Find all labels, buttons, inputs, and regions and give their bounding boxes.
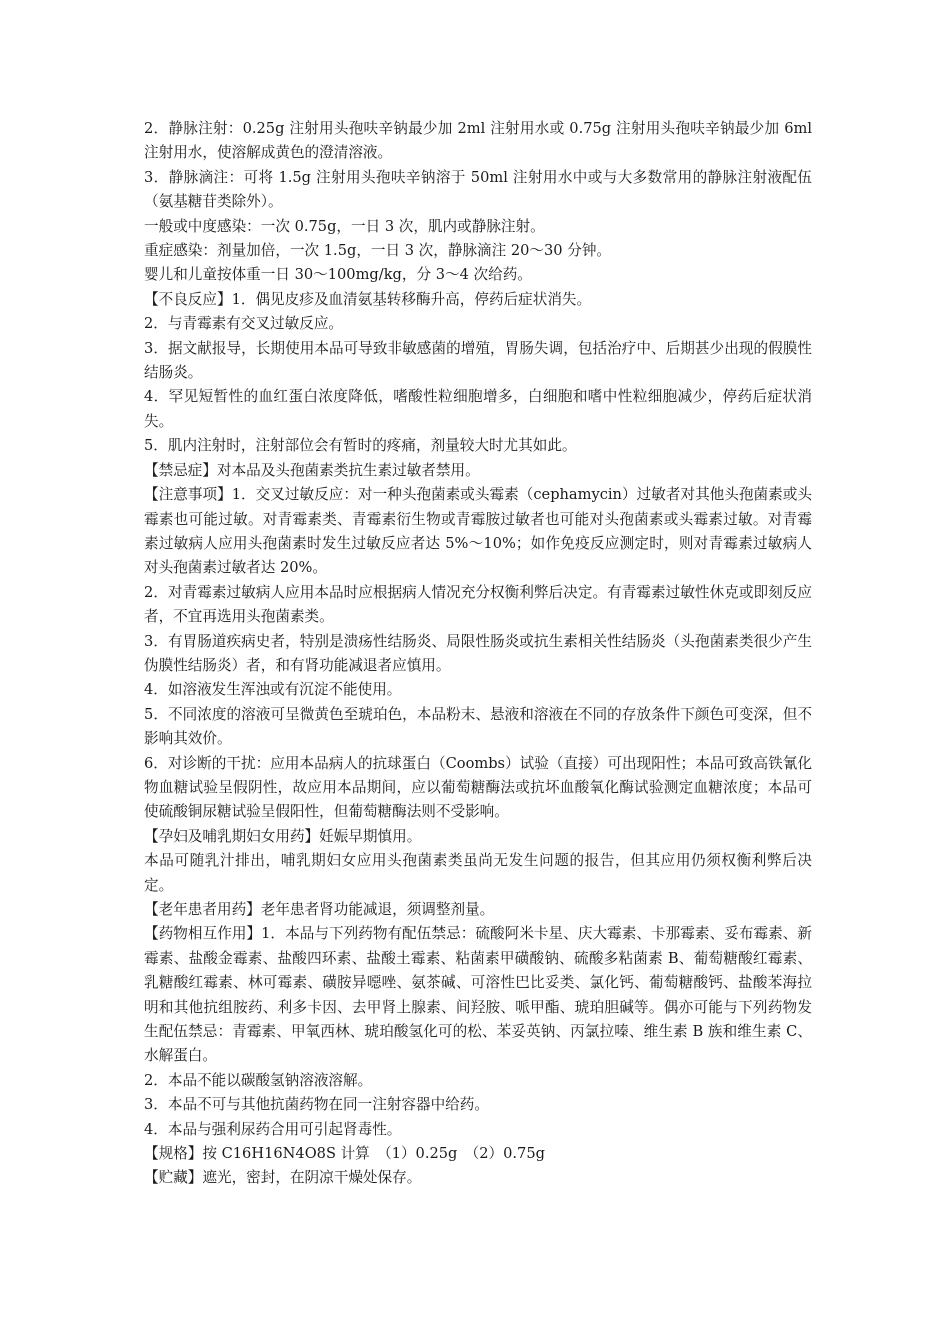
paragraph-specification: 【规格】按 C16H16N4O8S 计算 （1）0.25g （2）0.75g [144, 1145, 545, 1163]
paragraph-precautions-4: 4．如溶液发生浑浊或有沉淀不能使用。 [144, 681, 402, 699]
paragraph-moderate-infection: 一般或中度感染：一次 0.75g，一日 3 次，肌内或静脉注射。 [144, 217, 545, 235]
paragraph-iv-drip: 3．静脉滴注：可将 1.5g 注射用头孢呋辛钠溶于 50ml 注射用水中或与大多数常用的静脉注射液配伍（氨基糖苷类除外）。 [144, 168, 812, 211]
paragraph-pregnancy: 【孕妇及哺乳期妇女用药】妊娠早期慎用。 [144, 827, 422, 845]
paragraph-lactation: 本品可随乳汁排出，哺乳期妇女应用头孢菌素类虽尚无发生问题的报告，但其应用仍须权衡利弊后决定。 [144, 852, 812, 894]
paragraph-adverse-reactions-1: 【不良反应】1．偶见皮疹及血清氨基转移酶升高，停药后症状消失。 [144, 290, 592, 308]
paragraph-contraindications: 【禁忌症】对本品及头孢菌素类抗生素过敏者禁用。 [144, 461, 480, 479]
paragraph-severe-infection: 重症感染：剂量加倍，一次 1.5g，一日 3 次，静脉滴注 20～30 分钟。 [144, 242, 612, 260]
paragraph-precautions-2: 2．对青霉素过敏病人应用本品时应根据病人情况充分权衡利弊后决定。有青霉素过敏性休克或即刻反应者，不宜再选用头孢菌素类。 [144, 583, 812, 626]
paragraph-interactions-3: 3．本品不可与其他抗菌药物在同一注射容器中给药。 [144, 1096, 489, 1114]
paragraph-precautions-6: 6．对诊断的干扰：应用本品病人的抗球蛋白（Coombs）试验（直接）可出现阳性；本品可致高铁氰化物血糖试验呈假阴性，故应用本品期间，应以葡萄糖酶法或抗坏血酸氧化酶试验测定血糖浓度；本品可使硫酸铜尿糖试验呈假阳性，但葡萄糖酶法则不受影响。 [144, 754, 812, 821]
paragraph-interactions-4: 4．本品与强利尿药合用可引起肾毒性。 [144, 1120, 402, 1138]
paragraph-adverse-reactions-4: 4．罕见短暂性的血红蛋白浓度降低，嗜酸性粒细胞增多，白细胞和嗜中性粒细胞减少，停药后症状消失。 [144, 388, 812, 430]
paragraph-adverse-reactions-3: 3．据文献报导，长期使用本品可导致非敏感菌的增殖，胃肠失调，包括治疗中、后期甚少出现的假膜性结肠炎。 [144, 339, 812, 382]
paragraph-iv-injection: 2．静脉注射：0.25g 注射用头孢呋辛钠最少加 2ml 注射用水或 0.75g 注射用头孢呋辛钠最少加 6ml 注射用水，使溶解成黄色的澄清溶液。 [144, 120, 813, 162]
paragraph-elderly: 【老年患者用药】老年患者肾功能减退，须调整剂量。 [144, 901, 495, 918]
document-body [144, 117, 812, 1191]
paragraph-precautions-3: 3．有胃肠道疾病史者，特别是溃疡性结肠炎、局限性肠炎或抗生素相关性结肠炎（头孢菌素类很少产生伪膜性结肠炎）者，和有肾功能减退者应慎用。 [144, 632, 812, 674]
paragraph-pediatric-dose: 婴儿和儿童按体重一日 30～100mg/kg，分 3～4 次给药。 [144, 266, 532, 284]
paragraph-storage: 【贮藏】遮光，密封，在阴凉干燥处保存。 [144, 1169, 422, 1187]
paragraph-precautions-5: 5．不同浓度的溶液可呈微黄色至琥珀色，本品粉末、悬液和溶液在不同的存放条件下颜色可变深，但不影响其效价。 [144, 705, 812, 748]
paragraph-interactions-1: 【药物相互作用】1．本品与下列药物有配伍禁忌：硫酸阿米卡星、庆大霉素、卡那霉素、妥布霉素、新霉素、盐酸金霉素、盐酸四环素、盐酸土霉素、粘菌素甲磺酸钠、硫酸多粘菌素 B、葡萄糖酸红霉素、乳糖酸红霉素、林可霉素、磺胺异噁唑、氨茶碱、可溶性巴比妥类、氯化钙、葡萄糖酸钙、盐酸苯海拉明和其他抗组胺药、利多卡因、去甲肾上腺素、间羟胺、哌甲酯、琥珀胆碱等。偶亦可能与下列药物发生配伍禁忌：青霉素、甲氧西林、琥珀酸氢化可的松、苯妥英钠、丙氯拉嗪、维生素 B 族和维生素 C、水解蛋白。 [144, 925, 812, 1065]
paragraph-adverse-reactions-5: 5．肌内注射时，注射部位会有暂时的疼痛，剂量较大时尤其如此。 [144, 437, 577, 455]
paragraph-adverse-reactions-2: 2．与青霉素有交叉过敏反应。 [144, 315, 344, 333]
paragraph-precautions-1: 【注意事项】1．交叉过敏反应：对一种头孢菌素或头霉素（cephamycin）过敏者对其他头孢菌素或头霉素也可能过敏。对青霉素类、青霉素衍生物或青霉胺过敏者也可能对头孢菌素或头霉素过敏。对青霉素过敏病人应用头孢菌素时发生过敏反应者达 5%～10%；如作免疫反应测定时，则对青霉素过敏病人对头孢菌素过敏者达 20%。 [144, 486, 812, 577]
paragraph-interactions-2: 2．本品不能以碳酸氢钠溶液溶解。 [144, 1071, 373, 1089]
